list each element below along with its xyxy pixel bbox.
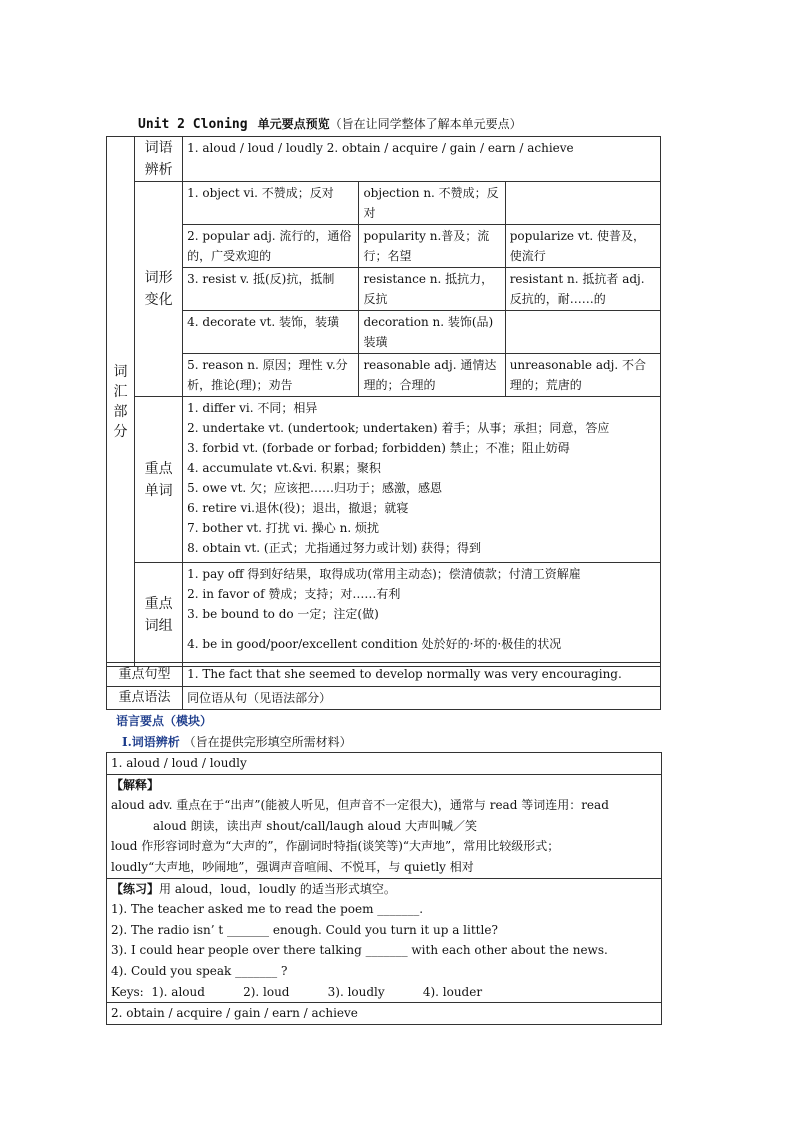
list-item: 1. pay off 得到好结果，取得成功(常用主动态)；偿清债款；付清工资解雇	[187, 567, 581, 581]
section-title: 单元要点预览	[257, 117, 330, 131]
page-header	[138, 113, 698, 133]
key-sentence-content: 1. The fact that she seemed to develop normally was very encouraging.	[183, 663, 661, 687]
explain-label: 【解释】	[111, 777, 160, 792]
practice-header	[111, 879, 657, 900]
word-form-cell: resistant n. 抵抗者 adj.反抗的，耐……的	[505, 268, 660, 311]
key-phrases-list	[183, 563, 661, 667]
word-form-cell: 3. resist v. 抵(反)抗，抵制	[183, 268, 359, 311]
word-form-cell: 4. decorate vt. 装饰，装璜	[183, 311, 359, 354]
key-sentence-grammar-table	[106, 662, 661, 710]
word-form-cell: 1. object vi. 不赞成；反对	[183, 182, 359, 225]
unit-overview-table	[106, 136, 661, 667]
practice-keys: Keys: 1). aloud 2). loud 3). loudly 4). louder	[111, 984, 483, 999]
key-words-label: 重点单词	[135, 397, 183, 563]
discrimination-heading-1: 1. aloud / loud / loudly	[107, 753, 662, 775]
vocab-section-label: 词汇部分	[107, 137, 135, 667]
list-item: 8. obtain vt. (正式；尤指通过努力或计划) 获得；得到	[187, 541, 482, 555]
word-form-cell	[505, 182, 660, 225]
word-form-cell: resistance n. 抵抗力，反抗	[359, 268, 505, 311]
word-forms-label: 词形变化	[135, 182, 183, 397]
list-item: 7. bother vt. 打扰 vi. 操心 n. 烦扰	[187, 521, 379, 535]
subtitle-label: Ⅰ.词语辨析	[122, 735, 180, 749]
word-form-cell: objection n. 不赞成；反对	[359, 182, 505, 225]
list-item: 2. undertake vt. (undertook; undertaken) 着手；从事；承担；同意，答应	[187, 421, 610, 435]
word-form-cell: popularity n.普及；流行；名望	[359, 225, 505, 268]
word-discrimination-label: 词语辨析	[135, 137, 183, 182]
word-form-cell: unreasonable adj. 不合理的；荒唐的	[505, 354, 660, 397]
word-form-cell: 5. reason n. 原因；理性 v.分析，推论(理)；劝告	[183, 354, 359, 397]
explain-line: loud 作形容词时意为“大声的”，作副词时特指(谈笑等)“大声地”，常用比较级形式；	[111, 839, 560, 854]
list-item: 4. accumulate vt.&vi. 积累；聚积	[187, 461, 381, 475]
explain-line: loudly“大声地，吵闹地”，强调声音喧闹、不悦耳，与 quietly 相对	[111, 859, 474, 874]
key-grammar-content: 同位语从句（见语法部分）	[183, 687, 661, 710]
word-discrimination-content: 1. aloud / loud / loudly 2. obtain / acquire / gain / earn / achieve	[183, 137, 661, 182]
list-item: 4. be in good/poor/excellent condition 处於好的·坏的·极佳的状况	[187, 637, 562, 651]
word-form-cell: decoration n. 装饰(品) 装璜	[359, 311, 505, 354]
practice-question: 3). I could hear people over there talking _______ with each other about the news.	[111, 943, 608, 958]
language-points-subtitle	[122, 733, 352, 750]
subtitle-note: （旨在提供完形填空所需材料）	[183, 735, 352, 749]
list-item: 3. forbid vt. (forbade or forbad; forbidden) 禁止；不准；阻止妨碍	[187, 441, 570, 455]
word-form-cell	[505, 311, 660, 354]
key-words-list	[183, 397, 661, 563]
practice-intro: 用 aloud，loud，loudly 的适当形式填空。	[159, 881, 396, 896]
list-item: 5. owe vt. 欠；应该把……归功于；感激，感恩	[187, 481, 443, 495]
word-form-cell: popularize vt. 使普及，使流行	[505, 225, 660, 268]
practice-question: 2). The radio isn’ t _______ enough. Could you turn it up a little?	[111, 922, 498, 937]
practice-block	[107, 878, 662, 1003]
practice-question: 4). Could you speak _______ ?	[111, 963, 288, 978]
discrimination-heading-2: 2. obtain / acquire / gain / earn / achieve	[107, 1003, 662, 1025]
key-sentence-label: 重点句型	[107, 663, 183, 687]
list-item: 3. be bound to do 一定；注定(做)	[187, 607, 379, 621]
explain-line: aloud adv. 重点在于“出声”(能被人听见，但声音不一定很大)，通常与 read 等词连用：read	[111, 798, 609, 813]
word-discrimination-table	[106, 752, 662, 1025]
word-form-cell: 2. popular adj. 流行的，通俗的，广受欢迎的	[183, 225, 359, 268]
key-phrases-label: 重点词组	[135, 563, 183, 667]
language-points-title: 语言要点（模块）	[116, 714, 213, 728]
explain-line: aloud 朗读，读出声 shout/call/laugh aloud 大声叫喊／笑	[153, 818, 477, 833]
unit-title: Unit 2 Cloning	[138, 117, 248, 132]
practice-label: 【练习】	[111, 881, 160, 896]
key-grammar-label: 重点语法	[107, 687, 183, 710]
list-item: 6. retire vi.退休(役)；退出，撤退；就寝	[187, 501, 409, 515]
list-item: 1. differ vi. 不同；相异	[187, 401, 318, 415]
word-form-cell: reasonable adj. 通情达理的；合理的	[359, 354, 505, 397]
list-item: 2. in favor of 赞成；支持；对……有利	[187, 587, 401, 601]
practice-question: 1). The teacher asked me to read the poem _______.	[111, 902, 424, 917]
section-note: （旨在让同学整体了解本单元要点）	[329, 117, 522, 131]
explanation-block	[107, 774, 662, 878]
